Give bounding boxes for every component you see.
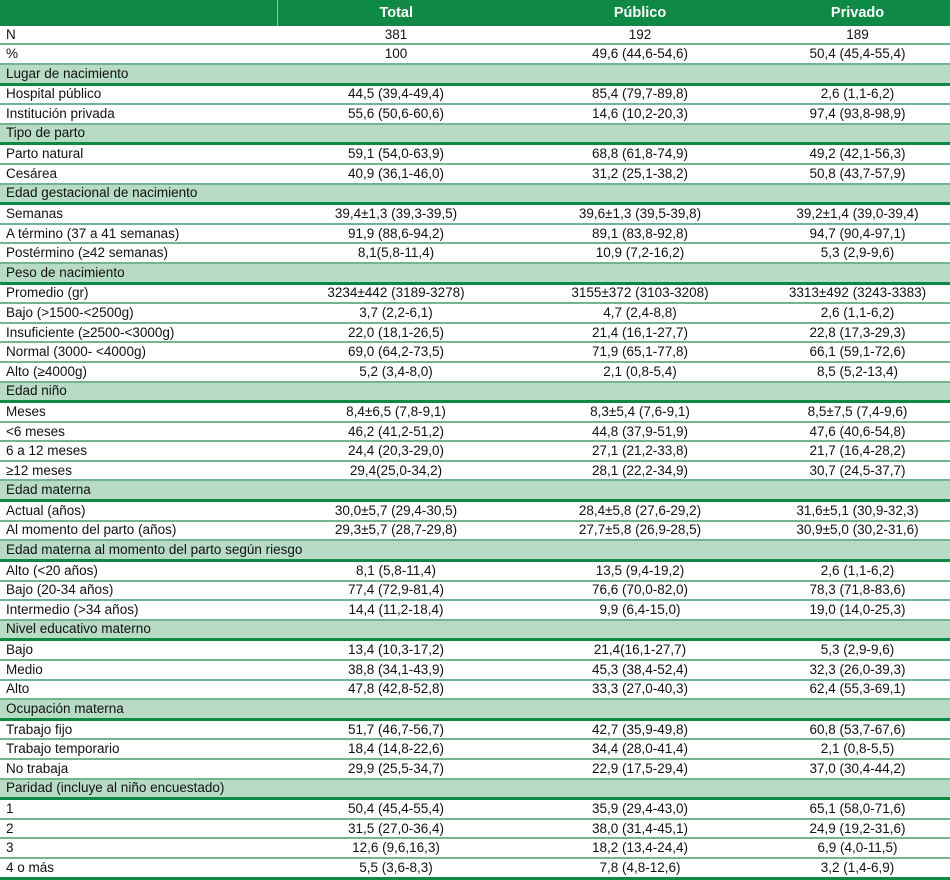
table-row [0,640,950,660]
table-row [0,819,950,839]
row-label: 2 [6,820,14,836]
cell-value: 51,7 (46,7-56,7) [347,721,445,737]
cell-value: 5,5 (3,6-8,3) [359,859,433,875]
row-label: Bajo (20-34 años) [6,582,114,598]
cell-value: 37,0 (30,4-44,2) [809,760,906,776]
cell-value: 50,8 (43,7-57,9) [809,165,906,181]
cell-value: 34,4 (28,0-41,4) [591,741,689,757]
cell-value: 71,9 (65,1-77,8) [591,344,689,360]
cell-value: 2,6 (1,1-6,2) [820,305,895,321]
row-label: Trabajo fijo [6,721,73,737]
row-label: Semanas [6,206,64,221]
cell-value: 2,1 (0,8-5,4) [603,363,677,379]
row-label: ≥12 meses [6,462,72,478]
cell-value: 31,2 (25,1-38,2) [591,165,689,181]
row-label: Postérmino (≥42 semanas) [6,245,168,261]
row-label: Al momento del parto (años) [6,522,177,538]
cell-value: 5,3 (2,9-9,6) [820,642,895,658]
header-col-publico: Público [515,0,765,26]
cell-value: 13,4 (10,3-17,2) [347,642,445,658]
cell-value: 24,4 (20,3-29,0) [347,443,445,459]
table-row [0,560,950,580]
cell-value: 8,5 (5,2-13,4) [816,363,899,379]
cell-value: 3155±372 (3103-3208) [571,285,709,301]
cell-value: 10,9 (7,2-16,2) [595,245,685,261]
cell-value: 4,7 (2,4-8,8) [603,305,677,321]
cell-value: 42,7 (35,9-49,8) [591,721,689,737]
cell-value: 18,2 (13,4-24,4) [591,840,689,856]
table-row [0,838,950,858]
cell-value: 31,6±5,1 (30,9-32,3) [796,502,919,518]
table-row [0,164,950,184]
cell-value: 22,0 (18,1-26,5) [347,324,445,340]
table-row [0,719,950,739]
row-label: N [6,26,16,42]
section-label: Edad gestacional de nacimiento [0,184,950,204]
cell-value: 40,9 (36,1-46,0) [347,165,445,181]
section-row [0,382,950,402]
section-label: Edad materna al momento del parto según riesgo [0,540,950,560]
cell-value: 14,6 (10,2-20,3) [591,105,689,121]
header-row [0,0,950,26]
table-row [0,224,950,244]
table-row [0,342,950,362]
cell-value: 55,6 (50,6-60,6) [347,105,445,121]
cell-value: 24,9 (19,2-31,6) [809,820,906,836]
header-col-privado: Privado [765,0,950,26]
row-label: Bajo (>1500-<2500g) [6,305,134,321]
section-row [0,540,950,560]
table-row [0,521,950,541]
cell-value: 189 [846,26,869,42]
header-col-total: Total [277,0,515,26]
row-label: Trabajo temporario [6,741,120,757]
table-row [0,303,950,323]
cell-value: 49,2 (42,1-56,3) [809,146,906,162]
row-label: Alto (≥4000g) [6,363,87,379]
row-label: 4 o más [6,859,55,875]
cell-value: 381 [384,26,408,42]
table-row [0,243,950,263]
cell-value: 192 [628,26,652,42]
table-row [0,660,950,680]
cell-value: 35,9 (29,4-43,0) [591,800,689,816]
cell-value: 85,4 (79,7-89,8) [591,86,689,102]
row-label: Hospital público [6,86,102,102]
cell-value: 8,1(5,8-11,4) [357,245,435,261]
section-row [0,779,950,799]
section-row [0,263,950,283]
cell-value: 39,2±1,4 (39,0-39,4) [796,206,919,221]
row-label: Promedio (gr) [6,285,89,301]
table-header [0,0,950,26]
cell-value: 44,5 (39,4-49,4) [347,86,445,102]
cell-value: 77,4 (72,9-81,4) [347,582,445,598]
row-label: Actual (años) [6,502,86,518]
cell-value: 76,6 (70,0-82,0) [591,582,689,598]
cell-value: 21,7 (16,4-28,2) [809,443,906,459]
section-label: Lugar de nacimiento [0,64,950,84]
cell-value: 69,0 (64,2-73,5) [347,344,445,360]
table-row [0,858,950,879]
cell-value: 94,7 (90,4-97,1) [809,225,906,241]
cell-value: 19,0 (14,0-25,3) [809,601,906,617]
row-label: A término (37 a 41 semanas) [6,225,180,241]
section-label: Paridad (incluye al niño encuestado) [0,779,950,799]
cell-value: 27,7±5,8 (26,9-28,5) [578,522,702,538]
table-row [0,283,950,303]
cell-value: 28,1 (22,2-34,9) [591,462,689,478]
cell-value: 44,8 (37,9-51,9) [591,423,689,439]
row-label: 1 [6,800,14,816]
row-label: 6 a 12 meses [6,443,88,459]
cell-value: 28,4±5,8 (27,6-29,2) [578,502,702,518]
cell-value: 5,2 (3,4-8,0) [359,363,433,379]
cell-value: 22,9 (17,5-29,4) [591,760,689,776]
cell-value: 21,4 (16,1-27,7) [591,324,689,340]
table-row [0,362,950,382]
cell-value: 59,1 (54,0-63,9) [347,146,445,162]
table-row [0,26,950,44]
cell-value: 46,2 (41,2-51,2) [347,423,445,439]
header-corner-cell [0,0,277,26]
table-row [0,600,950,620]
table-row [0,84,950,104]
table-row [0,144,950,164]
cell-value: 13,5 (9,4-19,2) [595,562,685,578]
cell-value: 68,8 (61,8-74,9) [591,146,689,162]
cell-value: 2,6 (1,1-6,2) [820,86,895,102]
cell-value: 97,4 (93,8-98,9) [809,105,906,121]
cell-value: 9,9 (6,4-15,0) [599,601,681,617]
cell-value: 22,8 (17,3-29,3) [809,324,906,340]
cell-value: 8,3±5,4 (7,6-9,1) [590,403,690,419]
table-row [0,44,950,64]
cell-value: 49,6 (44,6-54,6) [591,46,689,62]
section-row [0,620,950,640]
cell-value: 29,9 (25,5-34,7) [347,760,445,776]
row-label: Bajo [6,642,34,658]
cell-value: 91,9 (88,6-94,2) [347,225,445,241]
section-label: Peso de nacimiento [0,263,950,283]
row-label: Alto [6,681,30,697]
table-row [0,799,950,819]
cell-value: 27,1 (21,2-33,8) [591,443,689,459]
row-label: Cesárea [6,165,58,181]
cell-value: 8,5±7,5 (7,4-9,6) [807,403,908,419]
cell-value: 5,3 (2,9-9,6) [820,245,895,261]
cell-value: 2,6 (1,1-6,2) [820,562,895,578]
cell-value: 47,6 (40,6-54,8) [809,423,906,439]
table-row [0,581,950,601]
row-label: Normal (3000- <4000g) [6,344,146,360]
table-row [0,204,950,224]
cell-value: 100 [384,46,408,62]
cell-value: 18,4 (14,8-22,6) [347,741,445,757]
cell-value: 29,4(25,0-34,2) [349,462,443,478]
cell-value: 38,8 (34,1-43,9) [347,661,445,677]
row-label: 3 [6,840,14,856]
cell-value: 66,1 (59,1-72,6) [809,344,906,360]
row-label: % [6,46,19,62]
section-label: Edad materna [0,480,950,500]
row-label: Parto natural [6,146,84,162]
cell-value: 33,3 (27,0-40,3) [591,681,689,697]
cell-value: 12,6 (9,6,16,3) [352,840,440,856]
row-label: Alto (<20 años) [6,562,98,578]
cell-value: 65,1 (58,0-71,6) [809,800,906,816]
section-row [0,124,950,144]
cell-value: 7,8 (4,8-12,6) [599,859,681,875]
table-row [0,323,950,343]
row-label: Medio [6,661,43,677]
cell-value: 8,1 (5,8-11,4) [355,562,437,578]
table-row [0,759,950,779]
cell-value: 62,4 (55,3-69,1) [809,681,906,697]
section-label: Edad niño [0,382,950,402]
section-row [0,480,950,500]
table-body [0,26,950,879]
cell-value: 50,4 (45,4-55,4) [809,46,906,62]
cell-value: 31,5 (27,0-36,4) [347,820,445,836]
cell-value: 39,6±1,3 (39,5-39,8) [578,206,702,221]
section-label: Tipo de parto [0,124,950,144]
row-label: Institución privada [6,105,115,121]
cell-value: 3313±492 (3243-3383) [788,285,927,301]
cell-value: 32,3 (26,0-39,3) [809,661,906,677]
row-label: Intermedio (>34 años) [6,601,139,617]
cell-value: 50,4 (45,4-55,4) [347,800,445,816]
section-label: Nivel educativo materno [0,620,950,640]
cell-value: 8,4±6,5 (7,8-9,1) [346,403,446,419]
cell-value: 2,1 (0,8-5,5) [820,741,895,757]
table-row [0,739,950,759]
cell-value: 39,4±1,3 (39,3-39,5) [334,206,458,221]
cell-value: 30,9±5,0 (30,2-31,6) [796,522,919,538]
table-row [0,501,950,521]
cell-value: 30,7 (24,5-37,7) [809,462,906,478]
row-label: Insuficiente (≥2500-<3000g) [6,324,175,340]
cell-value: 78,3 (71,8-83,6) [809,582,906,598]
row-label: Meses [6,403,46,419]
cell-value: 3234±442 (3189-3278) [327,285,465,301]
cell-value: 21,4(16,1-27,7) [593,642,687,658]
cell-value: 6,9 (4,0-11,5) [817,840,898,856]
cell-value: 38,0 (31,4-45,1) [591,820,689,836]
table-row [0,680,950,700]
cell-value: 30,0±5,7 (29,4-30,5) [334,502,458,518]
cell-value: 3,7 (2,2-6,1) [359,305,433,321]
cell-value: 29,3±5,7 (28,7-29,8) [334,522,458,538]
cell-value: 89,1 (83,8-92,8) [591,225,689,241]
section-row [0,699,950,719]
row-label: <6 meses [6,423,65,439]
section-row [0,184,950,204]
table-row [0,422,950,442]
cell-value: 3,2 (1,4-6,9) [820,859,895,875]
cell-value: 47,8 (42,8-52,8) [347,681,445,697]
section-row [0,64,950,84]
row-label: No trabaja [6,760,69,776]
table-row [0,402,950,422]
cell-value: 14,4 (11,2-18,4) [348,601,444,617]
table-row [0,104,950,124]
table-row [0,461,950,481]
cell-value: 45,3 (38,4-52,4) [591,661,689,677]
table-row [0,441,950,461]
cell-value: 60,8 (53,7-67,6) [809,721,906,737]
section-label: Ocupación materna [0,699,950,719]
